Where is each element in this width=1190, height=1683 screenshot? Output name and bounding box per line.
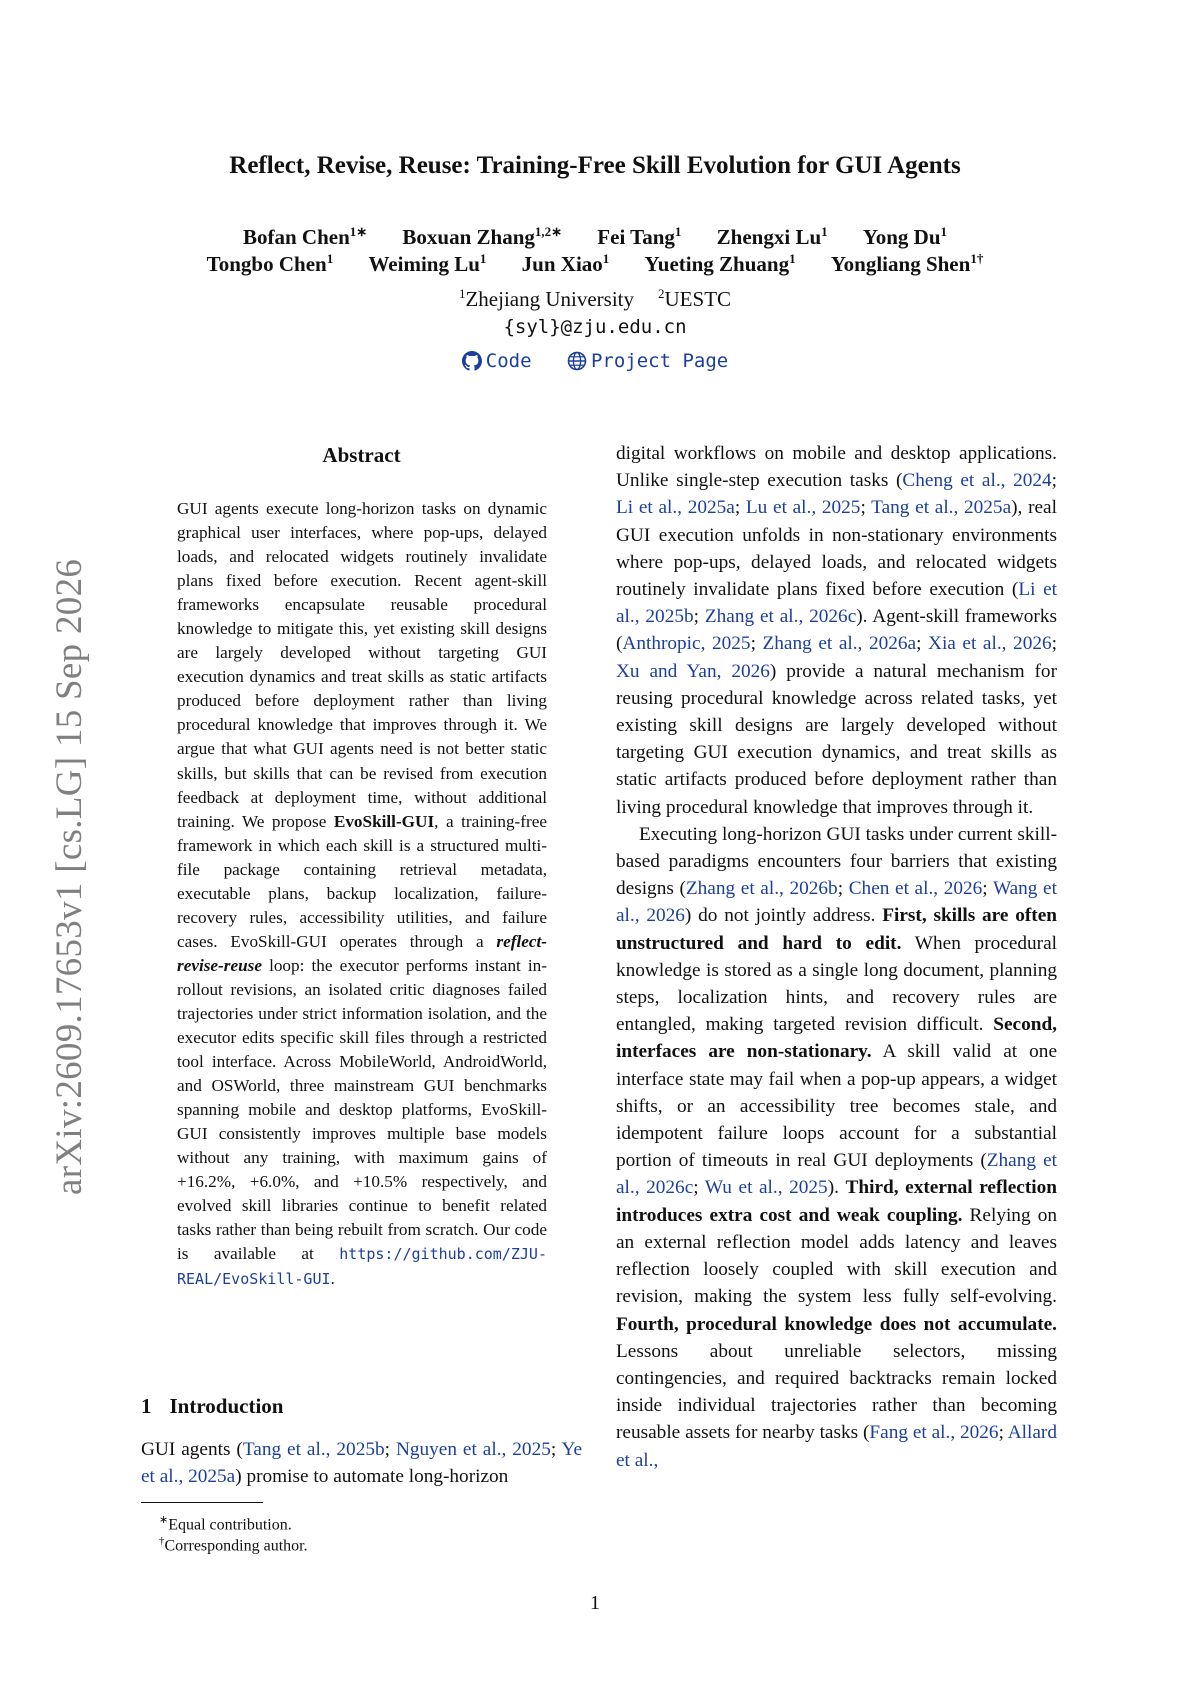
- citation[interactable]: Tang et al., 2025a: [871, 497, 1012, 519]
- barrier-4: Fourth, procedural knowledge does not accumulate.: [616, 1313, 1057, 1335]
- author: Tongbo Chen$^1$: [206, 251, 334, 276]
- footnote-corresponding-author: †Corresponding author.: [159, 1535, 308, 1555]
- barrier-2: Second, interfaces are non-stationary.: [616, 1014, 1057, 1063]
- intro-paragraph-barriers: Executing long-horizon GUI tasks under current skill-based paradigms encounters four barriers that existing designs (Zhang et al., 2026b; Chen et al., 2026; Wang et al., 2026) do not jointly address. First, skills are often unstructured and hard to edit. When procedural knowledge is stored as a single long document, planning steps, localization hints, and recovery rules are entangled, making targeted revision difficult. Second, interfaces are non-stationary. A skill valid at one interface state may fail when a pop-up appears, a widget shifts, or an accessibility tree becomes stale, and idempotent failure loops account for a substantial portion of timeouts in real GUI deployments (Zhang et al., 2026c; Wu et al., 2025). Third, external reflection introduces extra cost and weak coupling. Relying on an external reflection model adds latency and leaves reflection loosely coupled with skill execution and revision, making the system less fully self-evolving. Fourth, procedural knowledge does not accumulate. Lessons about unreliable selectors, missing contingencies, and required backtracks remain locked inside individual trajectories rather than becoming reusable assets for nearby tasks (Fang et al., 2026; Allard et al.,: [616, 823, 1058, 1471]
- intro-right-column: [616, 440, 1057, 1474]
- citation[interactable]: Li et al., 2025b: [616, 579, 1058, 628]
- author: Zhengxi Lu$^1$: [716, 224, 828, 249]
- project-page-label: Project Page: [590, 350, 729, 372]
- page-number: 1: [590, 1592, 600, 1614]
- affiliations: [0, 286, 1190, 312]
- affiliation: $^1$Zhejiang University: [458, 286, 635, 311]
- author: Bofan Chen$^{1∗}$: [242, 224, 368, 249]
- github-icon: [462, 351, 482, 371]
- abstract-body: GUI agents execute long-horizon tasks on dynamic graphical user interfaces, where pop-ups, delayed loads, and relocated widgets routinely invalidate plans fixed before execution. Recent agent-skill frameworks encapsulate reusable procedural knowledge to mitigate this, yet existing skill designs are largely developed without targeting GUI execution dynamics and treat skills as static artifacts produced before deployment rather than living procedural knowledge that improves through it. We argue that what GUI agents need is not better static skills, but skills that can be revised from execution feedback at deployment time, without additional training. We propose EvoSkill-GUI, a training-free framework in which each skill is a structured multi-file package containing retrieval metadata, executable plans, backup localization, failure-recovery rules, accessibility utilities, and failure cases. EvoSkill-GUI operates through a reflect-revise-reuse loop: the executor performs instant in-rollout revisions, an isolated critic diagnoses failed trajectories under strict information isolation, and the executor edits specific skill files through a restricted tool interface. Across MobileWorld, AndroidWorld, and OSWorld, three mainstream GUI benchmarks spanning mobile and desktop platforms, EvoSkill-GUI consistently improves multiple base models without any training, with maximum gains of +16.2%, +6.0%, and +10.5% respectively, and evolved skill libraries continue to benefit related tasks rather than being rebuilt from scratch. Our code is available at https://github.com/ZJU-REAL/EvoSkill-GUI.: [177, 499, 547, 1288]
- code-link-label: Code: [485, 350, 532, 372]
- barrier-1: First, skills are often unstructured and hard to edit.: [616, 905, 1058, 954]
- resource-links: [0, 350, 1190, 376]
- repo-url[interactable]: https://github.com/ZJU-REAL/EvoSkill-GUI: [177, 1245, 547, 1288]
- citation[interactable]: Fang et al., 2026: [869, 1422, 999, 1444]
- author: Yong Du$^1$: [862, 224, 948, 249]
- intro-paragraph-continued: digital workflows on mobile and desktop applications. Unlike single-step execution tasks (Cheng et al., 2024; Li et al., 2025a; Lu et al., 2025; Tang et al., 2025a), real GUI execution unfolds in non-stationary environments where pop-ups, delayed loads, and relocated widgets routinely invalidate plans fixed before execution (Li et al., 2025b; Zhang et al., 2026c). Agent-skill frameworks (Anthropic, 2025; Zhang et al., 2026a; Xia et al., 2026; Xu and Yan, 2026) provide a natural mechanism for reusing procedural knowledge across related tasks, yet existing skill designs are largely developed without targeting GUI execution dynamics, and treat skills as static artifacts produced before deployment rather than living procedural knowledge that improves through it.: [616, 443, 1058, 818]
- loop-name: reflect-revise-reuse: [177, 931, 547, 975]
- citation[interactable]: Wu et al., 2025: [704, 1177, 828, 1199]
- citation[interactable]: Zhang et al., 2026c: [616, 1150, 1057, 1199]
- author: Jun Xiao$^1$: [521, 251, 610, 276]
- citation[interactable]: Chen et al., 2026: [848, 878, 983, 900]
- citation[interactable]: Xu and Yan, 2026: [616, 660, 770, 682]
- citation[interactable]: Li et al., 2025a: [616, 497, 735, 519]
- citation[interactable]: Zhang et al., 2026c: [704, 606, 857, 628]
- citation[interactable]: Zhang et al., 2026b: [685, 878, 838, 900]
- citation[interactable]: Nguyen et al., 2025: [395, 1439, 551, 1460]
- citation[interactable]: Tang et al., 2025b: [242, 1439, 385, 1460]
- citation[interactable]: Wang et al., 2026: [616, 878, 1057, 927]
- citation[interactable]: Ye et al., 2025a: [141, 1439, 583, 1488]
- authors-line-2: [0, 251, 1190, 277]
- code-link[interactable]: [462, 350, 532, 372]
- footnote-equal-contribution: ∗Equal contribution.: [159, 1514, 292, 1534]
- section-heading: 1 Introduction: [141, 1394, 284, 1418]
- citation[interactable]: Zhang et al., 2026a: [762, 633, 917, 655]
- contact-email: {syl}@zju.edu.cn: [503, 316, 687, 338]
- author: Yueting Zhuang$^1$: [644, 251, 796, 276]
- affiliation: $^2$UESTC: [658, 286, 732, 311]
- citation[interactable]: Xia et al., 2026: [928, 633, 1052, 655]
- globe-icon: [567, 351, 587, 371]
- author: Boxuan Zhang$^{1,2∗}$: [402, 224, 563, 249]
- citation[interactable]: Allard et al.,: [616, 1422, 1057, 1471]
- framework-name: EvoSkill-GUI: [333, 811, 435, 831]
- citation[interactable]: Cheng et al., 2024: [902, 470, 1052, 492]
- author: Fei Tang$^1$: [597, 224, 682, 249]
- paper-title: Reflect, Revise, Reuse: Training-Free Skill Evolution for GUI Agents: [229, 152, 961, 179]
- author: Yongliang Shen$^{1\dagger}$: [830, 251, 984, 276]
- author: Weiming Lu$^1$: [368, 251, 487, 276]
- authors-line-1: [0, 224, 1190, 250]
- arxiv-identifier: arXiv:2609.17653v1 [cs.LG] 15 Sep 2026: [49, 558, 90, 1195]
- citation[interactable]: Lu et al., 2025: [745, 497, 861, 519]
- citation[interactable]: Anthropic, 2025: [622, 633, 751, 655]
- abstract-heading: Abstract: [322, 443, 401, 467]
- barrier-3: Third, external reflection introduces extra cost and weak coupling.: [616, 1177, 1057, 1226]
- footnote-rule: [141, 1502, 263, 1503]
- intro-paragraph-start: GUI agents (Tang et al., 2025b; Nguyen et al., 2025; Ye et al., 2025a) promise to automate long-horizon: [141, 1439, 583, 1488]
- project-page-link[interactable]: [567, 350, 728, 372]
